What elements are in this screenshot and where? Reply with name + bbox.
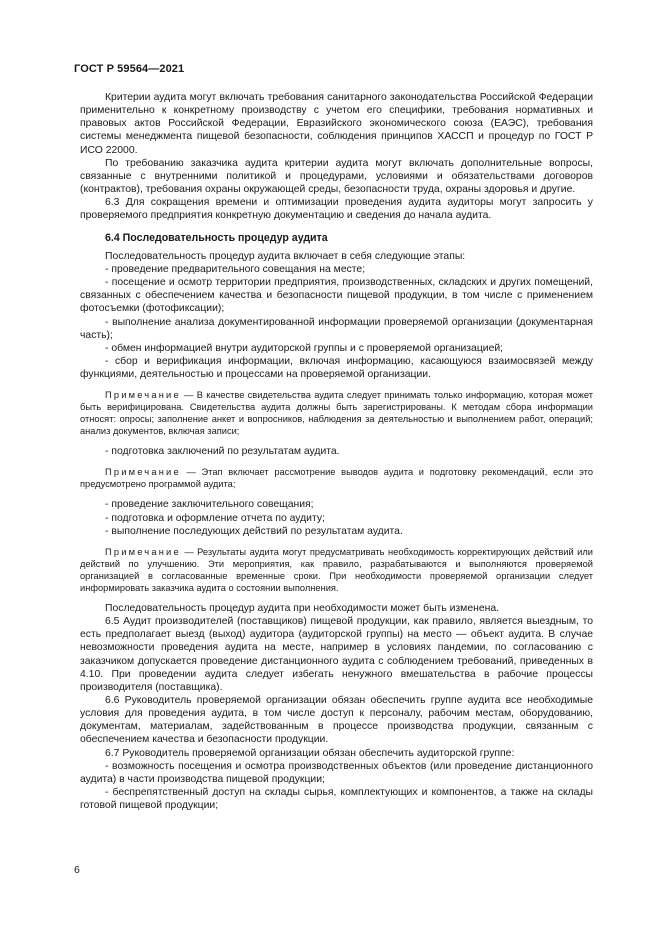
note-label: Примечание <box>105 390 181 401</box>
list-item-information-exchange: - обмен информацией внутри аудиторской группы и с проверяемой организацией; <box>105 342 504 354</box>
document-header: ГОСТ Р 59564—2021 <box>74 63 185 75</box>
note-1-text: — В качестве свидетельства аудита следует принимать только информацию, которая может быть верифицирована. Свидетельства аудита должны быть зарегистрированы. К методам сбора информации относят: опросы; заполнение анкет и вопросников, наблюдения за деятельностью и выполнением работ, операций; анализ документов, включая записи; <box>80 390 593 437</box>
note-3-text: — Результаты аудита могут предусматривать необходимость корректирующих действий или действий по улучшению. Эти мероприятия, как правило, разрабатываются и выполняются проверяемой организацией в согласованные временные сроки. При необходимости проверяемой организации следует информировать заказчика аудита о состоянии выполнения. <box>80 546 593 593</box>
paragraph-6-5: 6.5 Аудит производителей (поставщиков) пищевой продукции, как правило, является выездным, то есть предполагает выезд (выход) аудитора (аудиторской группы) на место — объект аудита. В случае невозможности проведения аудита на месте, например в условиях пандемии, по согласованию с заказчиком допускается проведение дистанционного аудита с соблюдением требований, приведенных в 4.10. При проведении аудита следует избегать ненужного вмешательства в рабочие процессы производителя (поставщика). <box>80 616 593 693</box>
list-item-document-analysis: - выполнение анализа документированной информации проверяемой организации (документарная часть); <box>80 316 593 341</box>
paragraph-audit-criteria: Критерии аудита могут включать требования санитарного законодательства Российской Федерации применительно к конкретному производству с учетом его специфики, требования нормативных и правовых актов Российской Федерации, Евразийского экономического союза (ЕАЭС), требования системы менеджмента пищевой безопасности, соблюдения принципов ХАССП и процедур по ГОСТ Р ИСО 22000. <box>80 92 593 156</box>
document-body <box>80 91 593 812</box>
section-heading-6-4: 6.4 Последовательность процедур аудита <box>105 231 328 244</box>
paragraph-customer-request: По требованию заказчика аудита критерии аудита могут включать дополнительные вопросы, связанные с внутренними политикой и процедурами, условиями и обязательствами договоров (контрактов), требования охраны окружающей среды, безопасности труда, охраны здоровья и другие. <box>80 157 593 196</box>
paragraph-sequence-change: Последовательность процедур аудита при необходимости может быть изменена. <box>105 602 500 614</box>
paragraph-6-3: 6.3 Для сокращения времени и оптимизации проведения аудита аудиторы могут запросить у проверяемого предприятия конкретную документацию и сведения до начала аудита. <box>80 197 593 222</box>
note-label: Примечание <box>105 546 181 557</box>
list-item-final-meeting: - проведение заключительного совещания; <box>105 499 314 511</box>
note-2-text: — Этап включает рассмотрение выводов аудита и подготовку рекомендаций, если это предусмотрено программой аудита; <box>80 467 593 490</box>
list-item-site-access: - возможность посещения и осмотра производственных объектов (или проведение дистанционного аудита) в части производства пищевой продукции; <box>80 760 593 785</box>
paragraph-6-6: 6.6 Руководитель проверяемой организации обязан обеспечить группе аудита все необходимые условия для проведения аудита, в том числе доступ к персоналу, рабочим местам, оборудованию, документам, материалам, задействованным в процессе производства продукции, связанным с обеспечением качества и безопасности продукции. <box>80 695 593 746</box>
paragraph-6-7: 6.7 Руководитель проверяемой организации обязан обеспечить аудиторской группе: <box>105 747 515 759</box>
list-item-information-collection: - сбор и верификация информации, включая информацию, касающуюся взаимосвязей между функциями, деятельностью и процессами на проверяемой организации. <box>80 355 593 381</box>
list-item-warehouse-access: - беспрепятственный доступ на склады сырья, комплектующих и компонентов, а также на склады готовой пищевой продукции; <box>80 787 593 812</box>
list-item-report: - подготовка и оформление отчета по аудиту; <box>105 512 325 524</box>
note-3 <box>80 546 593 594</box>
list-item-site-inspection: - посещение и осмотр территории предприятия, производственных, складских и других помещений, связанных с обеспечением качества и безопасности пищевой продукции, в том числе с применением фотосъемки (фотофиксации); <box>80 277 593 315</box>
list-item-follow-up: - выполнение последующих действий по результатам аудита. <box>105 525 403 537</box>
list-item-preliminary-meeting: - проведение предварительного совещания на месте; <box>105 263 366 275</box>
list-item-conclusions: - подготовка заключений по результатам аудита. <box>105 446 340 458</box>
note-2 <box>80 466 593 490</box>
note-label: Примечание <box>105 467 181 478</box>
paragraph-sequence-intro: Последовательность процедур аудита включает в себя следующие этапы: <box>105 250 466 262</box>
note-1 <box>80 389 593 437</box>
page-number: 6 <box>74 864 80 876</box>
